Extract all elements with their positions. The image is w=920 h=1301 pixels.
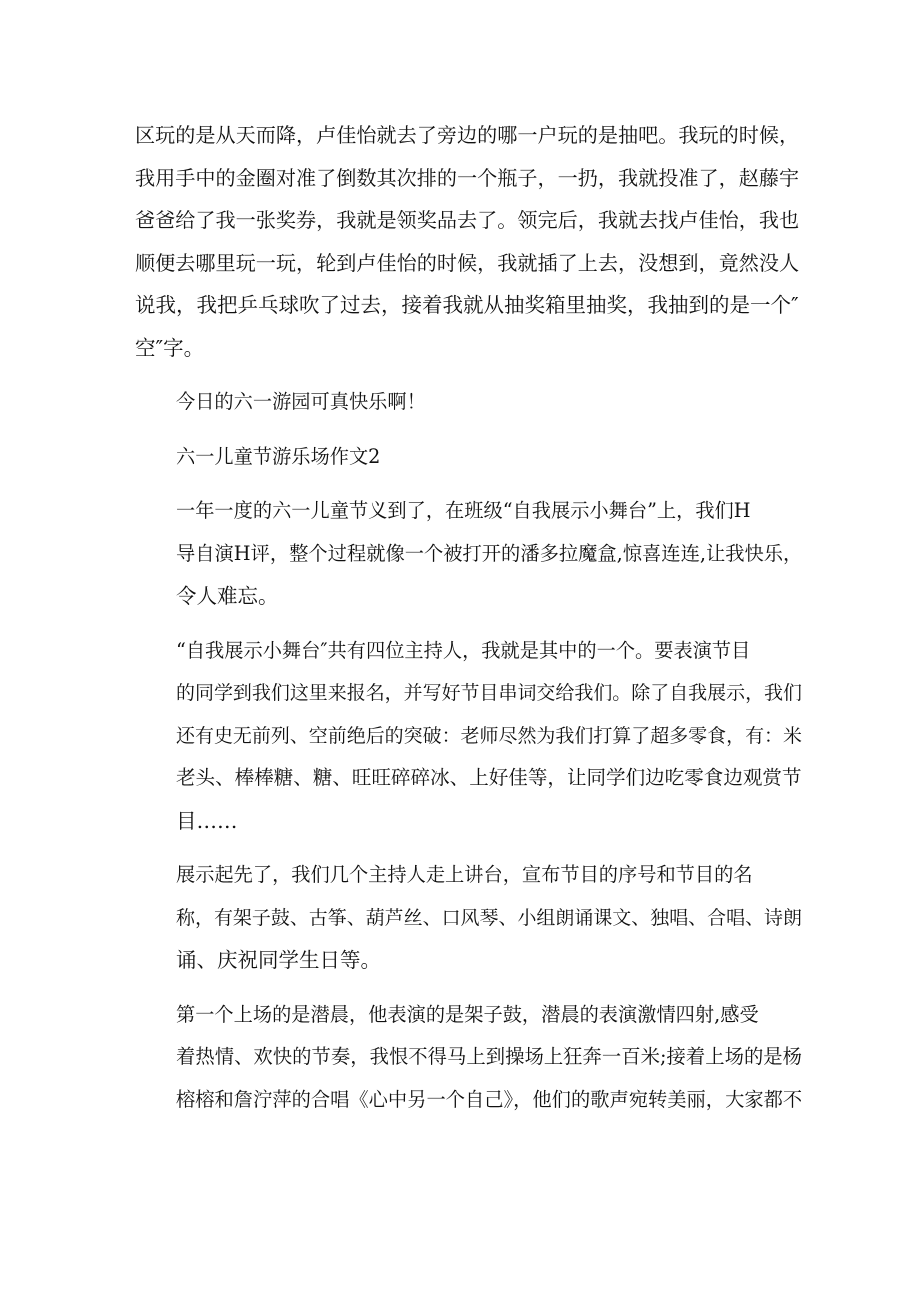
text-line: 一年一度的六一儿童节义到了，在班级“自我展示小舞台”上，我们H [176, 499, 751, 522]
text-line: 我用手中的金圈对准了倒数其次排的一个瓶子，一扔，我就投准了，赵藤宇 [135, 165, 800, 190]
text-line: 说我，我把乒乓球吹了过去，接着我就从抽奖箱里抽奖，我抽到的是一个″ [135, 293, 799, 317]
text-line: 展示起先了，我们几个主持人走上讲台，宣布节目的序号和节目的名 [176, 863, 753, 886]
text-line: 榕榕和詹泞萍的合唱《心中另一个自己》，他们的歌声宛转美丽，大家都不 [176, 1087, 803, 1111]
paragraph-first-act [135, 994, 803, 1122]
text-line: 空″字。 [135, 335, 205, 360]
text-line: 还有史无前列、空前绝后的突破：老师尽然为我们打算了超多零食，有：米 [176, 724, 802, 747]
paragraph-intro [135, 490, 803, 618]
text-line: 的同学到我们这里来报名，并写好节目串词交给我们。除了自我展示，我们 [176, 682, 802, 704]
paragraph-program-list [135, 854, 800, 982]
text-line: 目…… [176, 808, 238, 833]
text-line: 导自演H评，整个过程就像一个被打开的潘多拉魔盒,惊喜连连,让我快乐， [176, 541, 803, 565]
text-line: 爸爸给了我一张奖券，我就是领奖品去了。领完后，我就去找卢佳怡，我也 [135, 208, 800, 232]
text-line: 老头、棒棒糖、糖、旺旺碎碎冰、上好佳等，让同学们边吃零食边观赏节 [176, 766, 802, 789]
paragraph-continued [135, 114, 800, 369]
text-line: 称，有架子鼓、古筝、葫芦丝、口风琴、小组朗诵课文、独唱、合唱、诗朗 [176, 906, 802, 929]
text-line: 令人难忘。 [176, 584, 279, 608]
text-line: 顺便去哪里玩一玩，轮到卢佳怡的时候，我就插了上去，没想到，竟然没人 [135, 250, 800, 275]
text-line: “自我展示小舞台″共有四位主持人，我就是其中的一个。要表演节目 [176, 638, 751, 662]
text-line: 区玩的是从天而降，卢佳怡就去了旁边的哪一户玩的是抽吧。我玩的时候， [135, 123, 800, 147]
text-line: 着热情、欢快的节奏，我恨不得马上到操场上狂奔一百米;接着上场的是杨 [176, 1045, 803, 1068]
essay-title [135, 436, 800, 479]
text-line: 诵、庆祝同学生日等。 [176, 948, 381, 972]
paragraph-hosts [135, 630, 800, 843]
text-line: 今日的六一游园可真快乐啊！ [176, 390, 426, 413]
text-line: 第一个上场的是潜晨，他表演的是架子鼓，潜晨的表演激情四射,感受 [176, 1002, 759, 1026]
text-line: 六一儿童节游乐场作文2 [176, 444, 381, 468]
paragraph-exclamation [135, 381, 800, 424]
document-body [135, 114, 803, 1121]
